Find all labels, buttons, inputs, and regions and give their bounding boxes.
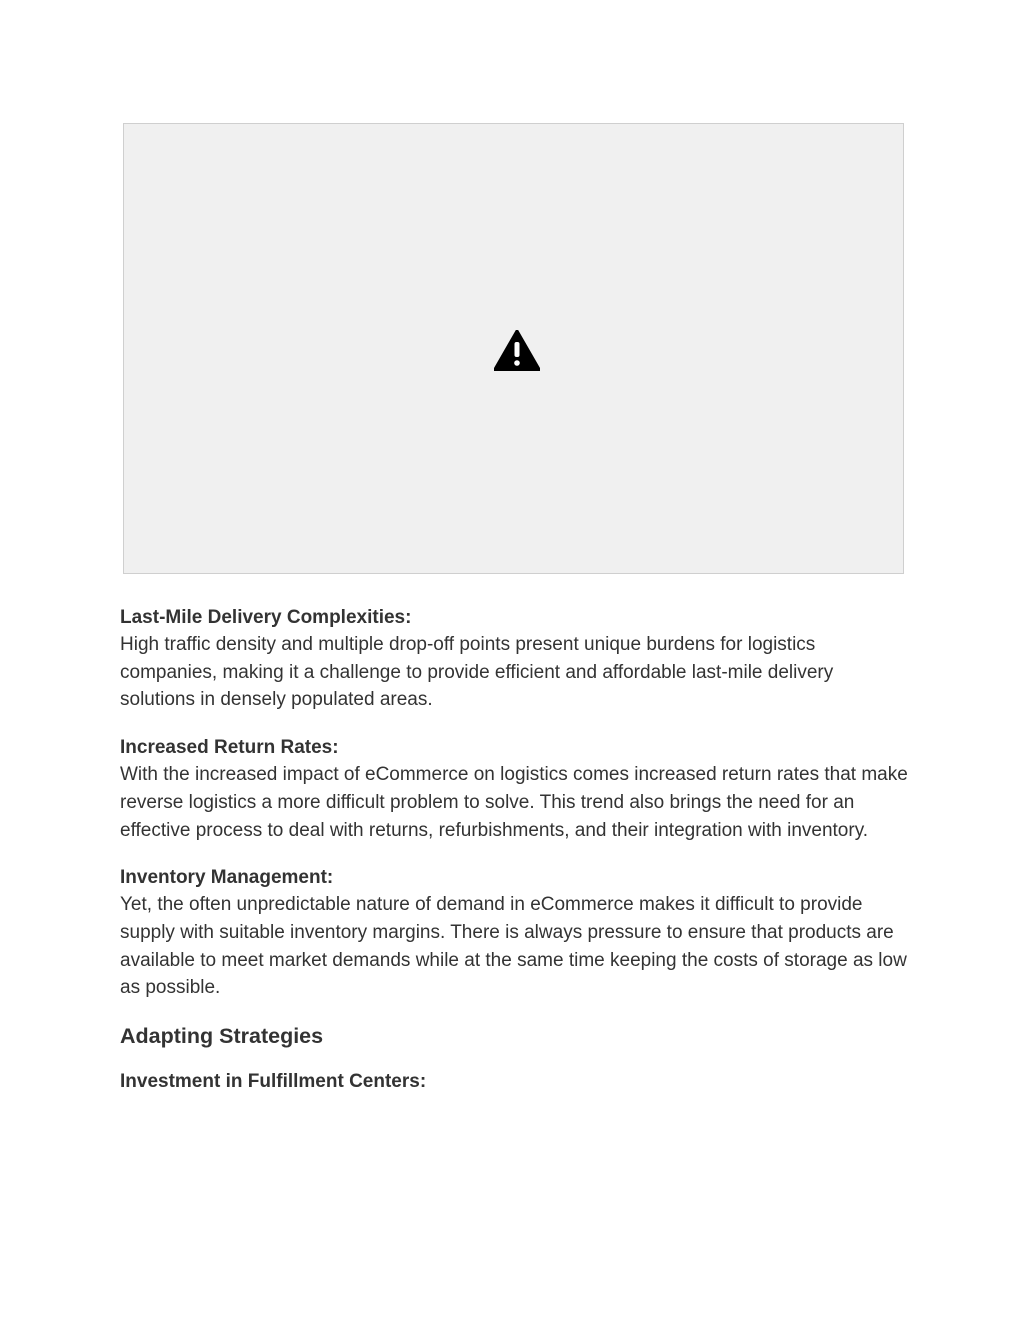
section-heading: Inventory Management: bbox=[120, 867, 334, 889]
warning-icon bbox=[494, 330, 540, 372]
subheading-adapting-strategies: Adapting Strategies bbox=[120, 1024, 324, 1049]
broken-image-placeholder bbox=[123, 123, 904, 574]
section-heading: Increased Return Rates: bbox=[120, 737, 339, 759]
section-body: High traffic density and multiple drop-off points present unique burdens for logistics companies, making it a challenge to provide efficient and affordable last-mile delivery solutions in densely populated areas. bbox=[120, 634, 834, 711]
article-content bbox=[120, 604, 910, 1095]
section-last-mile bbox=[120, 604, 910, 714]
section-body: With the increased impact of eCommerce on logistics comes increased return rates that make reverse logistics a more difficult problem to solve. This trend also brings the need for an effective process to deal with returns, refurbishments, and their integration with inventory. bbox=[120, 764, 908, 841]
section-body: Yet, the often unpredictable nature of demand in eCommerce makes it difficult to provide supply with suitable inventory margins. There is always pressure to ensure that products are available to meet market demands while at the same time keeping the costs of storage as low as possible. bbox=[120, 894, 907, 999]
section-heading-fulfillment: Investment in Fulfillment Centers: bbox=[120, 1071, 427, 1093]
section-inventory bbox=[120, 864, 910, 1002]
section-return-rates bbox=[120, 734, 910, 844]
section-heading: Last-Mile Delivery Complexities: bbox=[120, 607, 412, 628]
